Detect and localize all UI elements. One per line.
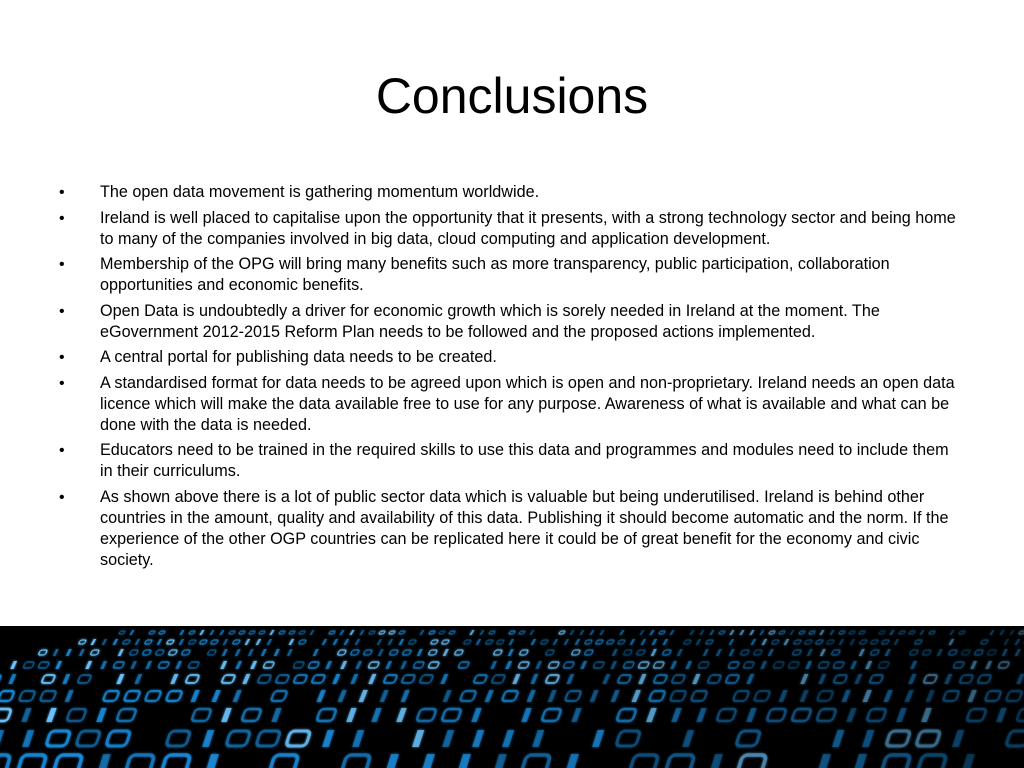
bullet-item	[56, 182, 956, 203]
bullet-text: As shown above there is a lot of public sector data which is valuable but being underutilised. Ireland is behind other countries in the amount, quality and availability of this data. Publishing it should become automatic and the norm. If the experience of the other OGP countries can be replicated here it could be of great benefit for the economy and civic society.	[100, 487, 949, 569]
bullet-item	[56, 373, 956, 436]
bullet-icon: •	[59, 209, 65, 227]
slide-title: Conclusions	[375, 68, 649, 124]
bullet-text: Open Data is undoubtedly a driver for economic growth which is sorely needed in Ireland at the moment. The eGovernment 2012-2015 Reform Plan needs to be followed and the proposed actions implemented.	[100, 301, 880, 341]
bullet-item	[56, 254, 956, 296]
bullet-text: A standardised format for data needs to be agreed upon which is open and non-proprietary. Ireland needs an open data licence which will make the data available free to use for any purpose. Awareness of what is available and what can be done with the data is needed.	[100, 373, 955, 434]
bullet-icon: •	[59, 184, 65, 201]
bullet-text: Membership of the OPG will bring many benefits such as more transparency, public participation, collaboration opportunities and economic benefits.	[100, 255, 890, 294]
bullet-text: Educators need to be trained in the required skills to use this data and programmes and modules need to include them in their curriculums.	[100, 441, 949, 480]
bullet-list	[56, 182, 956, 575]
bullet-item	[56, 208, 956, 250]
bullet-item	[56, 487, 956, 571]
bullet-icon: •	[59, 349, 65, 366]
binary-code-image	[0, 626, 1024, 768]
bullet-icon: •	[59, 442, 65, 459]
bullet-text: Ireland is well placed to capitalise upon the opportunity that it presents, with a strong technology sector and being home to many of the companies involved in big data, cloud computing and application development.	[100, 208, 956, 248]
bullet-item	[56, 440, 956, 482]
bullet-icon: •	[59, 374, 65, 392]
bullet-icon: •	[59, 256, 65, 273]
bullet-item	[56, 301, 956, 343]
bullet-text: The open data movement is gathering momentum worldwide.	[100, 183, 540, 201]
bullet-item	[56, 347, 956, 368]
bullet-icon: •	[59, 302, 65, 320]
bullet-icon: •	[59, 488, 65, 506]
bullet-text: A central portal for publishing data needs to be created.	[100, 348, 497, 366]
binary-code-banner	[0, 626, 1024, 768]
